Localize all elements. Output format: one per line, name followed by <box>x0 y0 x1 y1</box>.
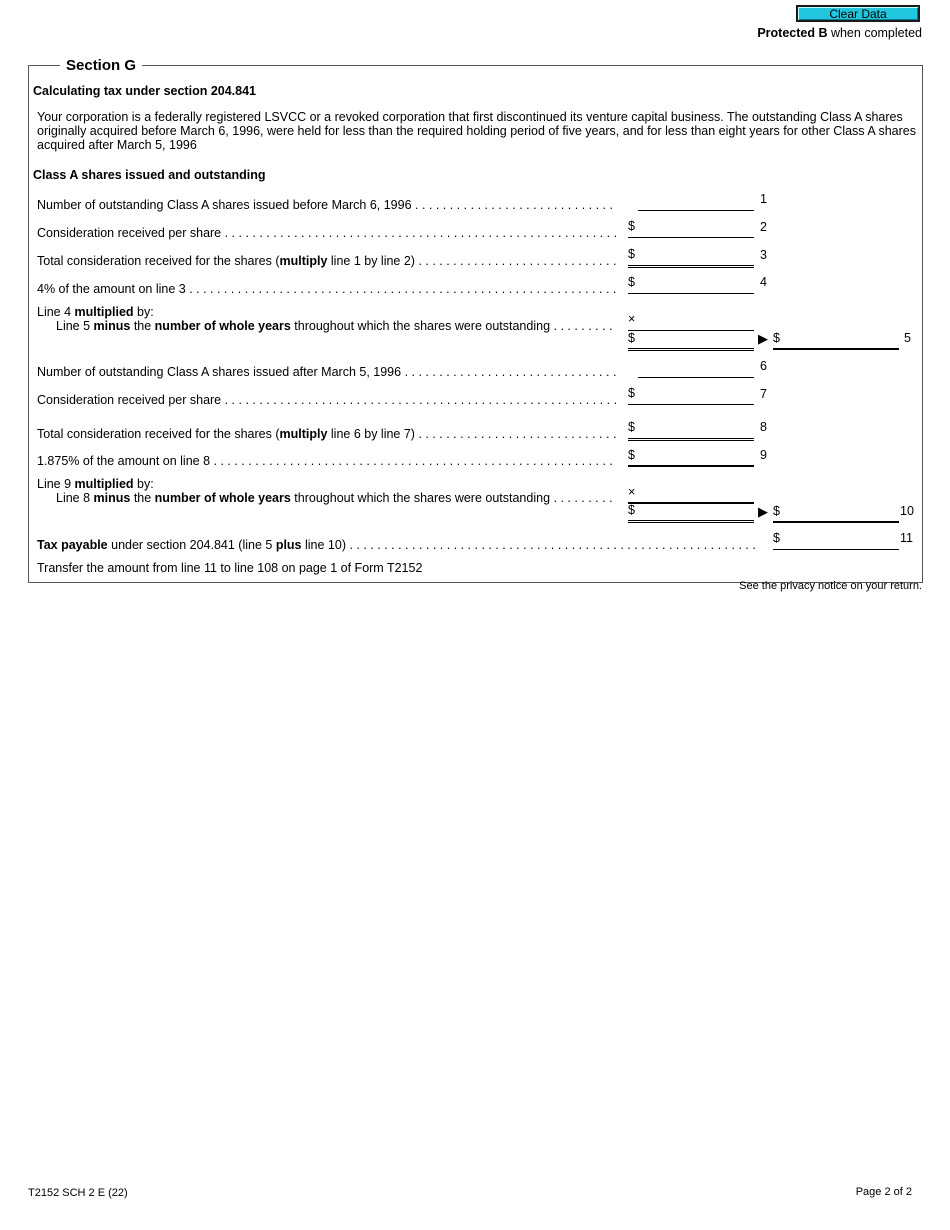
line-5-result-input[interactable] <box>773 332 899 350</box>
line-11-text-a: Tax payable <box>37 538 108 552</box>
line-5-number: 5 <box>904 331 911 345</box>
line-8-input[interactable] <box>628 422 754 441</box>
line-7-text: Consideration received per share <box>37 393 222 407</box>
line-3-label <box>37 254 617 268</box>
line-5-text <box>56 319 550 333</box>
line-3-text <box>37 254 415 268</box>
line-5-times-sign: × <box>628 312 636 326</box>
line-5-years-input[interactable] <box>628 314 754 331</box>
line-3-number: 3 <box>760 248 767 262</box>
section-intro: Your corporation is a federally registered LSVCC or a revoked corporation that first discontinued its venture capital business. The outstanding Class A shares originally acquired before March 6, 1996, were held for less than the required holding period of five years, and for less than eight years for other Class A shares acquired after March 5, 1996 <box>37 110 916 152</box>
line-7-number: 7 <box>760 387 767 401</box>
section-title: Section G <box>60 57 142 74</box>
line-11-text-c: plus <box>275 538 302 552</box>
line-8-text-b: multiply <box>279 427 328 441</box>
line-5-text-d: number of whole years <box>154 319 291 333</box>
line-3-text-c: line 1 by line 2) <box>327 254 415 268</box>
line-2-text: Consideration received per share <box>37 226 222 240</box>
line-3-text-b: multiply <box>279 254 328 268</box>
line-5-heading-b: multiplied <box>74 305 134 319</box>
line-10-dollar: $ <box>628 503 635 517</box>
line-10-text-b: minus <box>93 491 131 505</box>
line-5-label <box>56 319 617 333</box>
line-10-years-input[interactable] <box>628 486 754 504</box>
line-10-arrow-icon: ▶ <box>758 504 768 519</box>
line-7-dollar: $ <box>628 386 635 400</box>
line-1-number: 1 <box>760 192 767 206</box>
line-5-product-input[interactable] <box>628 332 754 351</box>
line-9-dollar: $ <box>628 448 635 462</box>
line-5-dollar: $ <box>628 331 635 345</box>
line-2-number: 2 <box>760 220 767 234</box>
line-11-text-d: line 10) <box>301 538 346 552</box>
line-11-number: 11 <box>900 531 913 545</box>
line-1-label <box>37 198 617 212</box>
line-5-text-b: minus <box>93 319 131 333</box>
line-2-dollar: $ <box>628 219 635 233</box>
line-6-input[interactable] <box>638 361 754 378</box>
clear-data-button[interactable]: Clear Data <box>796 5 920 22</box>
line-1-input[interactable] <box>638 194 754 211</box>
transfer-note: Transfer the amount from line 11 to line 108 on page 1 of Form T2152 <box>37 561 423 575</box>
line-4-text: 4% of the amount on line 3 <box>37 282 186 296</box>
class-a-subheading: Class A shares issued and outstanding <box>33 168 266 182</box>
line-2-label <box>37 226 617 240</box>
line-11-input[interactable] <box>773 533 899 550</box>
line-4-number: 4 <box>760 275 767 289</box>
line-10-text-d: number of whole years <box>154 491 291 505</box>
line-1-text: Number of outstanding Class A shares issued before March 6, 1996 <box>37 198 412 212</box>
line-10-product-input[interactable] <box>628 504 754 523</box>
line-11-text <box>37 538 346 552</box>
line-9-text: 1.875% of the amount on line 8 <box>37 454 211 468</box>
line-6-label <box>37 365 617 379</box>
line-5-arrow-icon: ▶ <box>758 331 768 346</box>
line-11-text-b: under section 204.841 (line 5 <box>107 538 276 552</box>
line-3-dollar: $ <box>628 247 635 261</box>
line-5-text-a: Line 5 <box>56 319 94 333</box>
line-10-heading-b: multiplied <box>74 477 134 491</box>
line-4-input[interactable] <box>628 277 754 294</box>
line-2-input[interactable] <box>628 221 754 238</box>
line-10-text-e: throughout which the shares were outstanding <box>290 491 551 505</box>
line-10-times-sign: × <box>628 485 636 499</box>
line-3-input[interactable] <box>628 249 754 268</box>
section-heading: Calculating tax under section 204.841 <box>33 84 256 98</box>
line-7-input[interactable] <box>628 388 754 405</box>
line-10-heading-c: by: <box>133 477 154 491</box>
protected-b-label: Protected B <box>757 26 828 40</box>
line-8-text <box>37 427 415 441</box>
line-10-text-a: Line 8 <box>56 491 94 505</box>
privacy-notice: See the privacy notice on your return. <box>739 580 922 592</box>
line-11-label <box>37 538 759 552</box>
line-8-dollar: $ <box>628 420 635 434</box>
form-identifier: T2152 SCH 2 E (22) <box>28 1187 128 1199</box>
line-11-dollar: $ <box>773 531 780 545</box>
line-10-result-dollar: $ <box>773 504 780 518</box>
line-4-dollar: $ <box>628 275 635 289</box>
line-8-text-a: Total consideration received for the shares ( <box>37 427 280 441</box>
line-6-number: 6 <box>760 359 767 373</box>
line-10-label <box>56 491 617 505</box>
line-10-result-input[interactable] <box>773 505 899 523</box>
line-5-heading-a: Line 4 <box>37 305 75 319</box>
line-9-label <box>37 454 617 468</box>
line-8-number: 8 <box>760 420 767 434</box>
line-5-result-dollar: $ <box>773 331 780 345</box>
line-7-label <box>37 393 617 407</box>
line-9-input[interactable] <box>628 449 754 467</box>
line-8-text-c: line 6 by line 7) <box>327 427 415 441</box>
protected-b-notice <box>757 26 922 40</box>
line-10-text <box>56 491 550 505</box>
protected-b-suffix: when completed <box>827 26 922 40</box>
line-5-heading-c: by: <box>133 305 154 319</box>
line-6-text: Number of outstanding Class A shares issued after March 5, 1996 <box>37 365 402 379</box>
line-5-text-c: the <box>130 319 155 333</box>
line-10-heading-a: Line 9 <box>37 477 75 491</box>
line-8-label <box>37 427 617 441</box>
line-10-text-c: the <box>130 491 155 505</box>
line-9-number: 9 <box>760 448 767 462</box>
line-10-heading <box>37 477 154 491</box>
line-4-label <box>37 282 617 296</box>
line-5-heading <box>37 305 154 319</box>
line-3-text-a: Total consideration received for the shares ( <box>37 254 280 268</box>
page-number: Page 2 of 2 <box>855 1186 912 1198</box>
line-10-number: 10 <box>900 504 914 518</box>
line-5-text-e: throughout which the shares were outstanding <box>290 319 551 333</box>
